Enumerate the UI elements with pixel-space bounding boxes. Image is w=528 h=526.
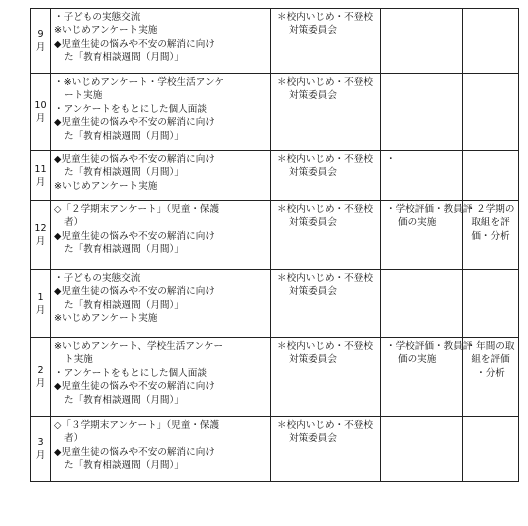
cell-text-line: ート実施 [64, 90, 103, 102]
table-row [31, 9, 519, 74]
cell-text-line: 価・分析 [471, 230, 510, 242]
month-number: 12 [34, 223, 47, 234]
activities-cell [51, 201, 271, 270]
month-unit: 月 [35, 42, 46, 53]
cell-text-line: 価の実施 [398, 217, 437, 229]
cell-text-line: ＊校内いじめ・不登校 [277, 420, 373, 431]
month-cell [31, 74, 51, 151]
cell-text-line: ◇「２学期末アンケート」（児童・保護 [54, 204, 220, 215]
cell-text-line: ◆児童生徒の悩みや不安の解消に向け [54, 117, 215, 129]
cell-text-line: ◆児童生徒の悩みや不安の解消に向け [54, 154, 215, 165]
cell-text-line: ・学校評価・教員評 [386, 204, 473, 215]
cell-text-line: ◆児童生徒の悩みや不安の解消に向け [54, 286, 215, 298]
cell-text-line: ・アンケートをもとにした個人面談 [54, 367, 207, 379]
analysis-cell [463, 270, 519, 338]
evaluation-cell [381, 338, 473, 417]
cell-text-line: た「教育相談週間（月間）」 [64, 130, 184, 142]
committee-cell [271, 338, 381, 417]
committee-cell [271, 270, 381, 338]
month-number: 10 [34, 100, 47, 111]
cell-text-line: 者） [64, 217, 84, 229]
schedule-table-body [31, 9, 519, 482]
cell-text-line: ◆児童生徒の悩みや不安の解消に向け [54, 381, 215, 393]
cell-text-line: ＊校内いじめ・不登校 [277, 273, 373, 284]
activities-cell [51, 417, 271, 482]
cell-text-line: ※いじめアンケート実施 [54, 313, 158, 325]
month-cell [31, 417, 51, 482]
activities-cell [51, 270, 271, 338]
month-unit: 月 [35, 113, 46, 124]
activities-cell [51, 338, 271, 417]
month-number: 2 [37, 365, 44, 376]
cell-text-line: た「教育相談週間（月間）」 [64, 244, 184, 256]
cell-text-line: ◆児童生徒の悩みや不安の解消に向け [54, 446, 215, 458]
month-cell [31, 270, 51, 338]
month-unit: 月 [35, 378, 46, 389]
cell-text-line: 組を評価 [471, 354, 510, 366]
month-unit: 月 [35, 176, 46, 188]
month-cell [31, 9, 51, 74]
cell-text-line: ＊校内いじめ・不登校 [277, 77, 373, 88]
cell-text-line: ・アンケートをもとにした個人面談 [54, 103, 207, 115]
cell-text-line: ＊校内いじめ・不登校 [277, 154, 373, 165]
cell-text-line: ＊校内いじめ・不登校 [277, 341, 373, 352]
evaluation-cell [381, 9, 463, 74]
cell-text-line: た「教育相談週間（月間）」 [64, 460, 184, 472]
cell-text-line: 対策委員会 [289, 433, 337, 445]
cell-text-line: ※いじめアンケート実施 [54, 180, 158, 192]
month-number: 11 [34, 163, 47, 175]
cell-text-line: ・年間の取 [466, 341, 515, 352]
activities-cell [51, 74, 271, 151]
committee-cell [271, 74, 381, 151]
month-number: 1 [37, 291, 44, 303]
committee-cell [271, 151, 381, 201]
evaluation-cell [381, 151, 463, 201]
cell-text-line: 対策委員会 [289, 286, 337, 298]
cell-text-line: ＊校内いじめ・不登校 [277, 204, 373, 215]
evaluation-cell [381, 201, 473, 270]
month-cell [31, 151, 51, 201]
month-unit: 月 [35, 304, 46, 316]
cell-text-line: ・※いじめアンケート・学校生活アンケ [54, 77, 224, 88]
monthly-schedule-table [30, 8, 519, 482]
committee-cell [271, 201, 381, 270]
month-number: 3 [37, 437, 44, 448]
analysis-cell [463, 74, 519, 151]
cell-text-line: 対策委員会 [289, 90, 337, 102]
activities-cell [51, 9, 271, 74]
cell-text-line: 取組を評 [471, 217, 510, 229]
analysis-cell [463, 151, 519, 201]
table-row [31, 201, 519, 270]
cell-text-line: ・子どもの実態交流 [54, 273, 141, 284]
committee-cell [271, 9, 381, 74]
table-row [31, 151, 519, 201]
month-number: 9 [37, 29, 44, 40]
cell-text-line: ・分析 [476, 367, 505, 379]
cell-text-line: 対策委員会 [289, 217, 337, 229]
cell-text-line: 価の実施 [398, 354, 437, 366]
cell-text-line: ※いじめアンケート、学校生活アンケー [54, 341, 224, 352]
cell-text-line: た「教育相談週間（月間）」 [64, 394, 184, 406]
analysis-cell [463, 417, 519, 482]
cell-text-line: ・子どもの実態交流 [54, 12, 141, 23]
evaluation-cell [381, 74, 463, 151]
month-unit: 月 [35, 236, 46, 247]
cell-text-line: た「教育相談週間（月間）」 [64, 52, 184, 64]
cell-text-line: 者） [64, 433, 84, 445]
activities-cell [51, 151, 271, 201]
table-row [31, 270, 519, 338]
month-cell [31, 338, 51, 417]
cell-text-line: ・ [386, 154, 396, 165]
analysis-cell [463, 338, 519, 417]
cell-text-line: ＊校内いじめ・不登校 [277, 12, 373, 23]
table-row [31, 338, 519, 417]
cell-text-line: 対策委員会 [289, 25, 337, 37]
cell-text-line: 対策委員会 [289, 354, 337, 366]
table-row [31, 74, 519, 151]
cell-text-line: ・学校評価・教員評 [386, 341, 473, 352]
analysis-cell [463, 9, 519, 74]
evaluation-cell [381, 417, 463, 482]
cell-text-line: た「教育相談週間（月間）」 [64, 299, 184, 311]
cell-text-line: ※いじめアンケート実施 [54, 25, 158, 37]
cell-text-line: た「教育相談週間（月間）」 [64, 167, 184, 179]
cell-text-line: ◇「３学期末アンケート」（児童・保護 [54, 420, 220, 431]
month-unit: 月 [35, 450, 46, 461]
analysis-cell [463, 201, 519, 270]
cell-text-line: ・２学期の [466, 204, 515, 215]
month-cell [31, 201, 51, 270]
evaluation-cell [381, 270, 463, 338]
cell-text-line: ◆児童生徒の悩みや不安の解消に向け [54, 230, 215, 242]
cell-text-line: ト実施 [64, 354, 93, 366]
cell-text-line: ◆児童生徒の悩みや不安の解消に向け [54, 38, 215, 50]
table-row [31, 417, 519, 482]
committee-cell [271, 417, 381, 482]
cell-text-line: 対策委員会 [289, 167, 337, 179]
